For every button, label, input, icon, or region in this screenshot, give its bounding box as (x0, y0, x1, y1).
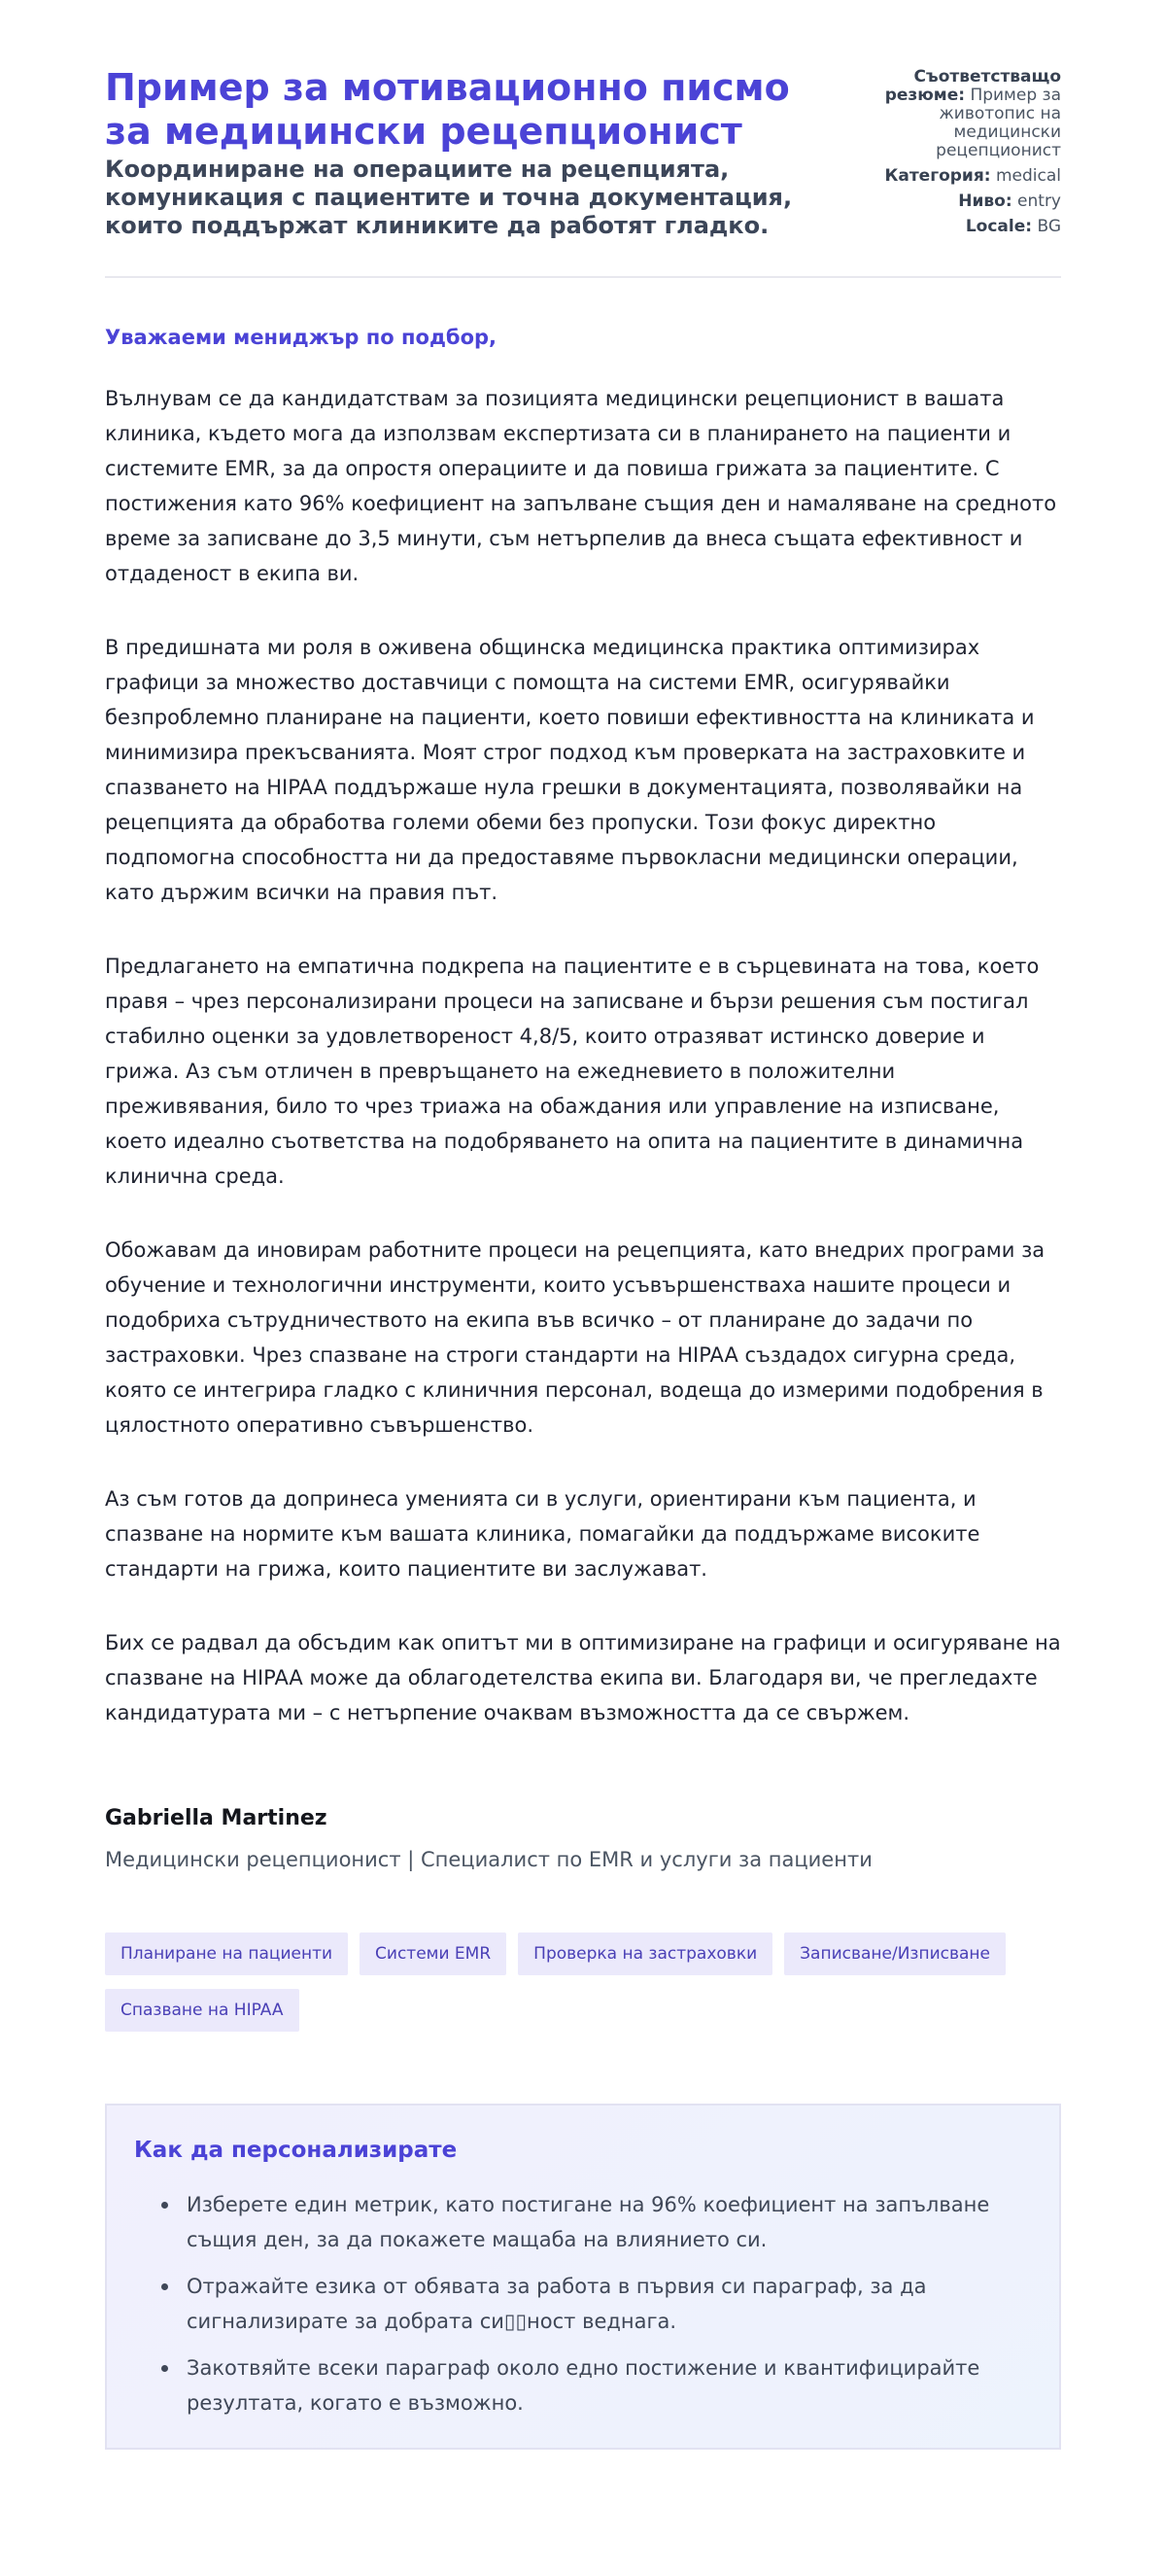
header-titles (105, 66, 805, 240)
meta-level (867, 192, 1061, 211)
meta-locale-label: Locale: (965, 217, 1033, 236)
tag-insurance-verification[interactable]: Проверка на застраховки (518, 1932, 772, 1975)
meta-locale-value: BG (1037, 217, 1061, 236)
letter-paragraph: Предлагането на емпатична подкрепа на пациентите е в сърцевината на това, което правя – чрез персонализирани процеси на записване и бързи решения съм постигал стабилно оценки за удовлетвореност 4,8/5, които отразяват истинско доверие и грижа. Аз съм отличен в превръщането на ежедневието в положителни преживявания, било то чрез триажа на обаждания или управление на изписване, което идеално съответства на подобряването на опита на пациентите в динамична клинична среда. (105, 955, 1040, 1188)
tag-patient-scheduling[interactable]: Планиране на пациенти (105, 1932, 348, 1975)
meta-resume-value: Пример за животопис на медицински рецепционист (936, 86, 1061, 160)
customization-tips-box (105, 2104, 1061, 2450)
skill-tags (105, 1932, 1061, 2032)
page-header (105, 66, 1061, 243)
letter-paragraph: Бих се радвал да обсъдим как опитът ми в оптимизиране на графици и осигуряване на спазване на HIPAA може да облагодетелства екипа ви. Благодаря ви, че прегледахте кандидатурата ми – с нетърпение очаквам възможността да се свържем. (105, 1631, 1061, 1724)
header-divider (105, 276, 1061, 278)
meta-locale (867, 218, 1061, 236)
tips-list (134, 2187, 1030, 2420)
letter-paragraph: Обожавам да иновирам работните процеси на рецепцията, като внедрих програми за обучение и технологични инструменти, които усъвършенстваха нашите процеси и подобриха сътрудничеството на екипа във всичко – от планиране до задачи по застраховки. Чрез спазване на строги стандарти на HIPAA създадох сигурна среда, която се интегрира гладко с клиничния персонал, водеща до измерими подобрения в цялостното оперативно съвършенство. (105, 1238, 1046, 1437)
tip-item: Отражайте езика от обявата за работа в първия си параграф, за да сигнализирате за добрата си▯▯ност веднага. (159, 2269, 1030, 2339)
letter-paragraph: В предишната ми роля в оживена общинска медицинска практика оптимизирах графици за множество доставчици с помощта на системи EMR, осигурявайки безпроблемно планиране на пациенти, което повиши ефективността на клиниката и минимизира прекъсванията. Моят строг подход към проверката на застраховките и спазването на HIPAA поддържаше нула грешки в документацията, позволявайки на рецепцията да обработва големи обеми без пропуски. Този фокус директно подпомогна способността ни да предоставяме първокласни медицински операции, като държим всички на правия път. (105, 636, 1035, 904)
meta-category-label: Категория: (884, 166, 991, 186)
page-title: Пример за мотивационно писмо за медицински рецепционист (105, 66, 790, 153)
letter-body (105, 323, 1061, 1730)
tips-title: Как да персонализирате (134, 2138, 458, 2163)
tag-check-in-check-out[interactable]: Записване/Изписване (784, 1932, 1006, 1975)
signature-name: Gabriella Martinez (105, 1806, 327, 1830)
tag-hipaa-compliance[interactable]: Спазване на HIPAA (105, 1989, 299, 2032)
meta-category-value: medical (995, 166, 1061, 186)
meta-category (867, 167, 1061, 186)
meta-level-value: entry (1017, 191, 1061, 211)
metadata-panel (867, 66, 1061, 243)
tip-item: Изберете един метрик, като постигане на 96% коефициент на запълване същия ден, за да покажете мащаба на влиянието си. (159, 2187, 1030, 2257)
signature-title: Медицински рецепционист | Специалист по EMR и услуги за пациенти (105, 1848, 873, 1871)
tag-emr-systems[interactable]: Системи EMR (360, 1932, 506, 1975)
signature-block (105, 1804, 1061, 1874)
letter-paragraph: Аз съм готов да допринеса уменията си в услуги, ориентирани към пациента, и спазване на нормите към вашата клиника, помагайки да поддържаме високите стандарти на грижа, които пациентите ви заслужават. (105, 1487, 980, 1581)
letter-paragraph: Вълнувам се да кандидатствам за позицията медицински рецепционист в вашата клиника, където мога да използвам експертизата си в планирането на пациенти и системите EMR, за да опростя операциите и да повиша грижата за пациентите. С постижения като 96% коефициент на запълване същия ден и намаляване на средното време за записване до 3,5 минути, съм нетърпелив да внеса същата ефективност и отдаденост в екипа ви. (105, 387, 1057, 585)
salutation: Уважаеми мениджър по подбор, (105, 326, 497, 349)
meta-level-label: Ниво: (958, 191, 1012, 211)
tip-item: Закотвяйте всеки параграф около едно постижение и квантифицирайте резултата, когато е възможно. (159, 2350, 1030, 2420)
meta-resume-label: Съответстващо резюме: (884, 67, 1061, 105)
page-subtitle: Координиране на операциите на рецепцията, комуникация с пациентите и точна документация, които поддържат клиниките да работят гладко. (105, 156, 793, 239)
meta-matching-resume (867, 68, 1061, 160)
